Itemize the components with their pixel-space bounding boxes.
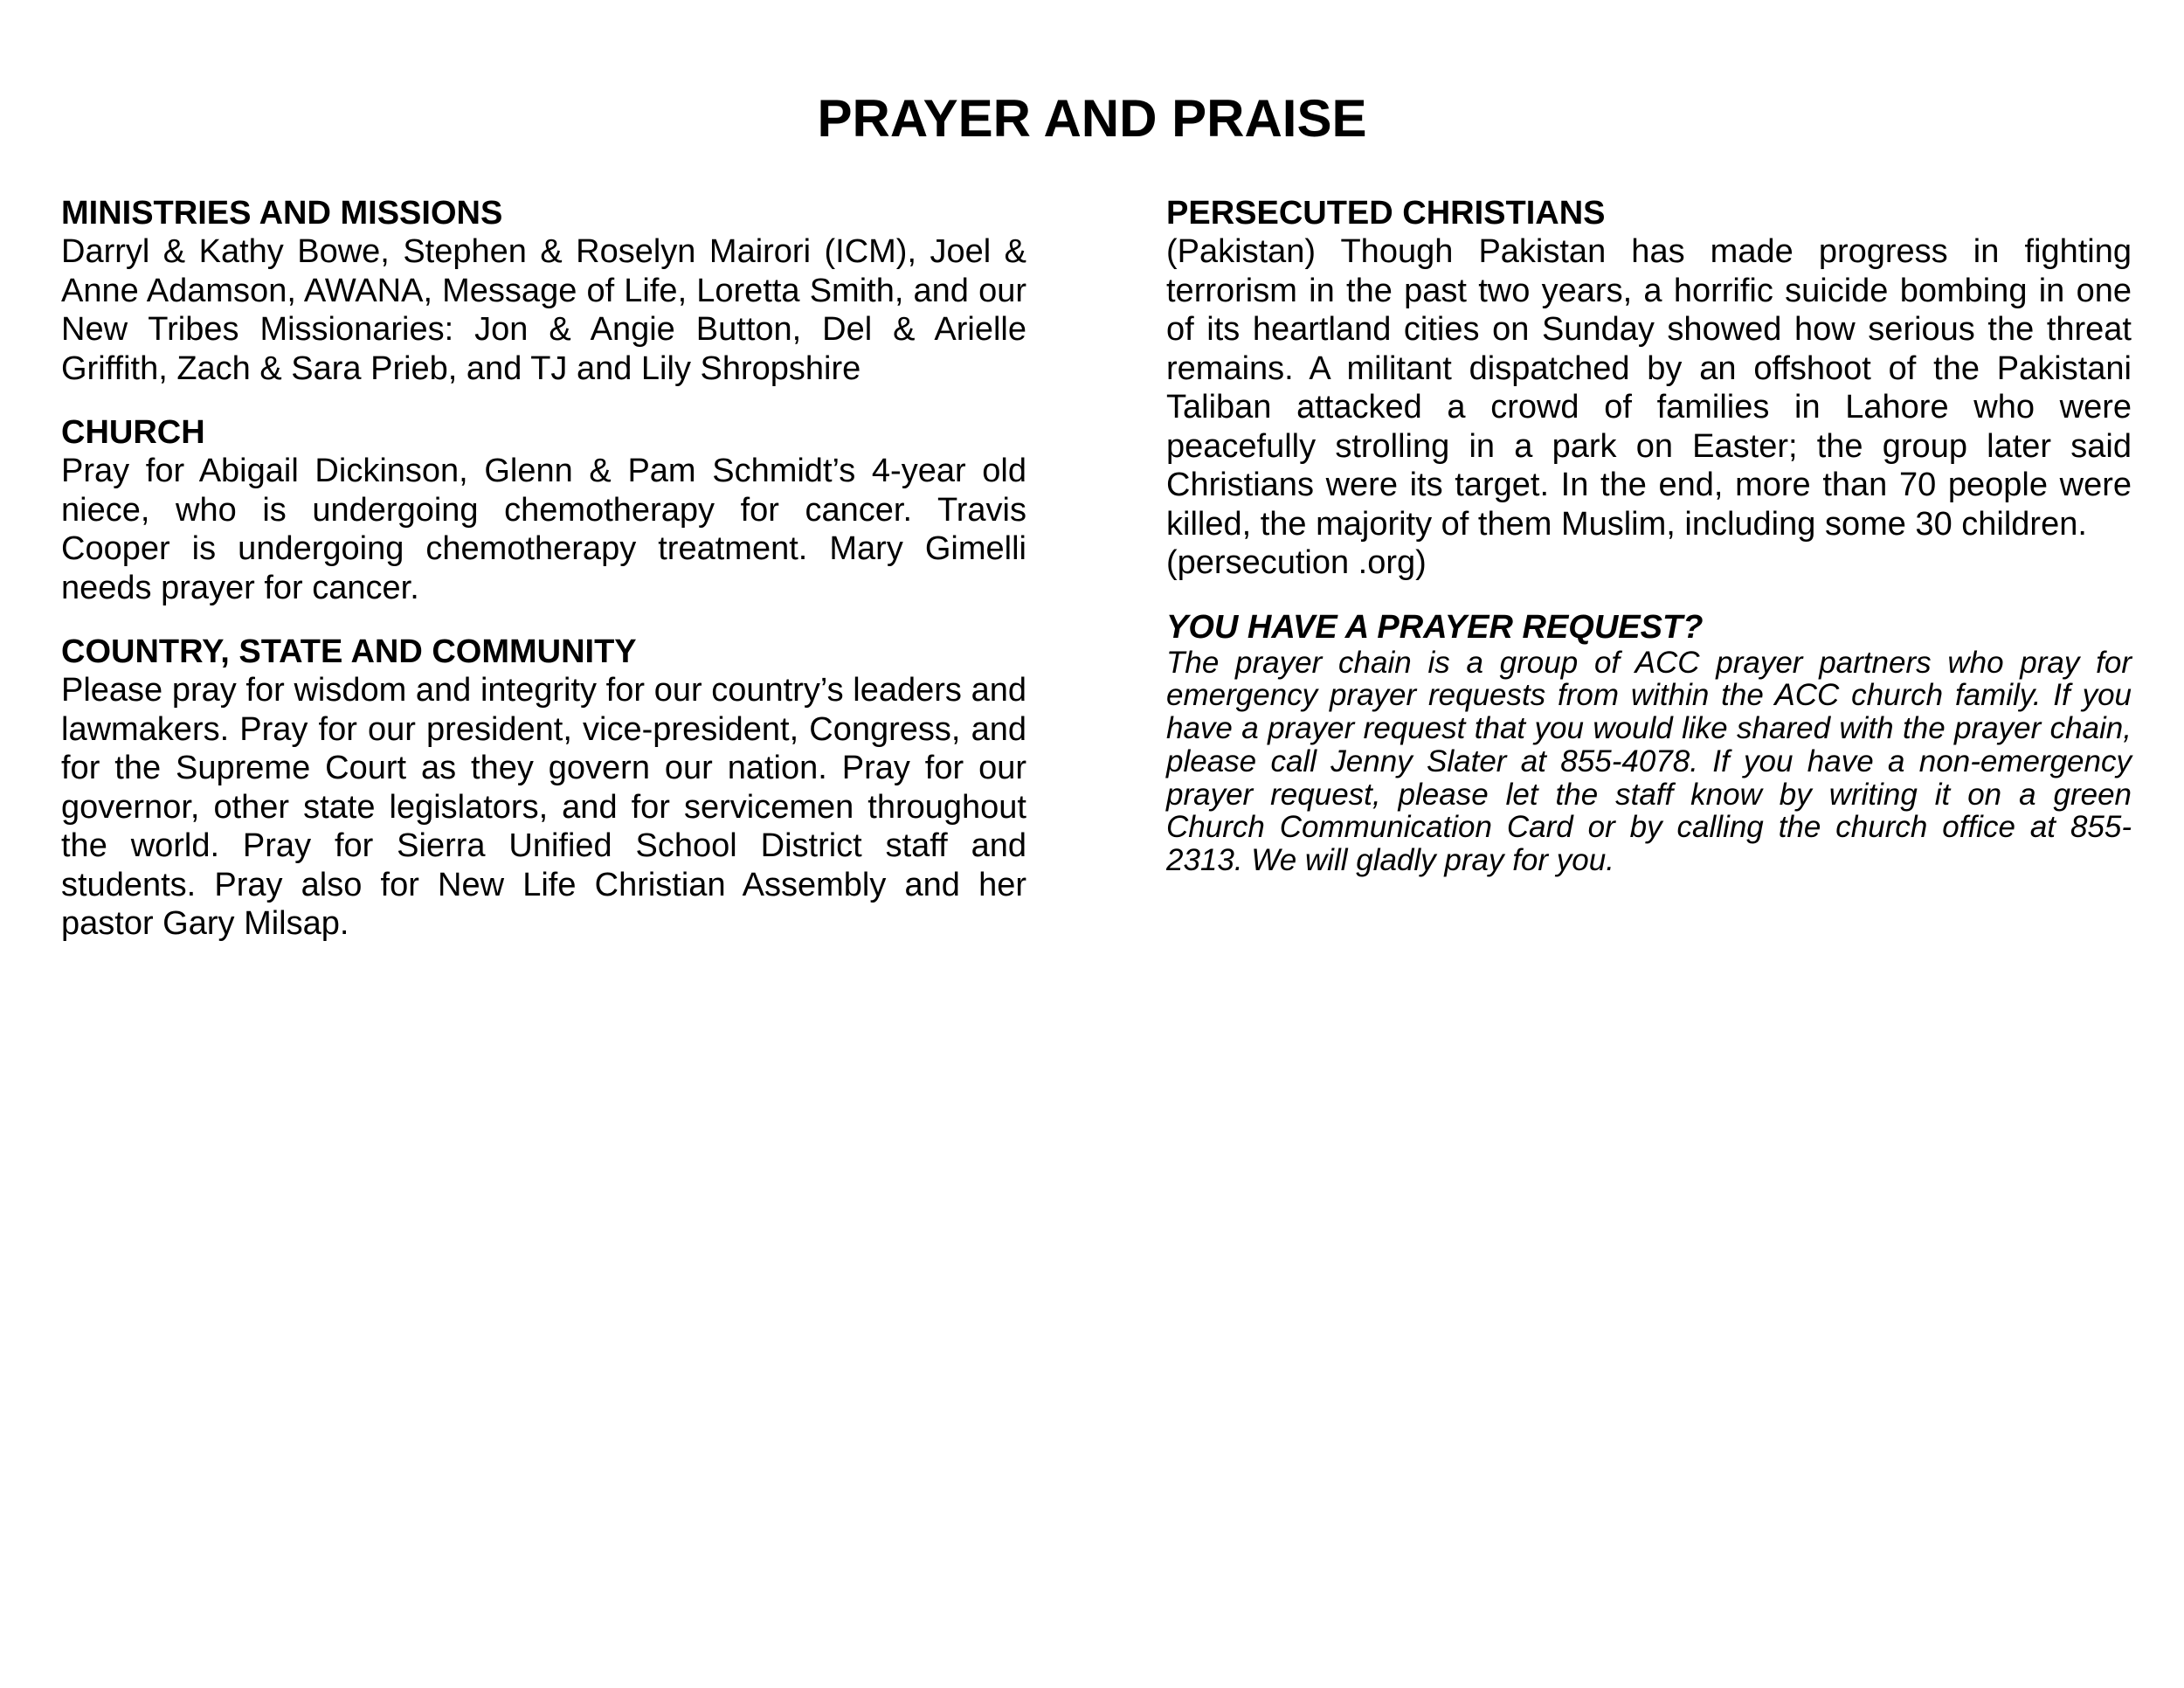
church-heading: CHURCH [61, 414, 205, 451]
persecuted-heading: PERSECUTED CHRISTIANS [1166, 195, 1606, 232]
church-section [61, 413, 1026, 607]
page-title: PRAYER AND PRAISE [817, 89, 1367, 148]
country-body: Please pray for wisdom and integrity for our country’s leaders and lawmakers. Pray for our president, vice-president, Congress, and for the Supreme Court as they govern our nation. Pray for our governor, other state legislators, and for servicemen throughout the world. Pray for Sierra Unified School District staff and students. Pray also for New Life Christian Assembly and her pastor Gary Milsap. [61, 672, 1026, 942]
prayer-request-body: The prayer chain is a group of ACC prayer partners who pray for emergency prayer requests from within the ACC church family. If you have a prayer request that you would like shared with the prayer chain, please call Jenny Slater at 855-4078. If you have a non-emergency prayer request, please let the staff know by writing it on a green Church Communication Card or by calling the church office at 855-2313. We will gladly pray for you. [1166, 645, 2132, 878]
ministries-section [61, 194, 1026, 388]
prayer-request-heading: YOU HAVE A PRAYER REQUEST? [1166, 608, 1704, 646]
ministries-heading: MINISTRIES AND MISSIONS [61, 195, 503, 232]
country-section [61, 633, 1026, 944]
persecuted-body: (Pakistan) Though Pakistan has made progress in fighting terrorism in the past two years, a horrific suicide bombing in one of its heartland cities on Sunday showed how serious the threat remains. A militant dispatched by an offshoot of the Pakistani Taliban attacked a crowd of families in Lahore who were peacefully strolling in a park on Easter; the group later said Christians were its target. In the end, more than 70 people were killed, the majority of them Muslim, including some 30 children. [1166, 233, 2132, 543]
persecuted-source: (persecution .org) [1166, 544, 1427, 581]
left-column [61, 194, 1026, 969]
right-column [1166, 194, 2132, 903]
country-heading: COUNTRY, STATE AND COMMUNITY [61, 633, 637, 670]
ministries-body: Darryl & Kathy Bowe, Stephen & Roselyn Mairori (ICM), Joel & Anne Adamson, AWANA, Message of Life, Loretta Smith, and our New Tribes Missionaries: Jon & Angie Button, Del & Arielle Griffith, Zach & Sara Prieb, and TJ and Lily Shropshire [61, 233, 1026, 387]
church-body: Pray for Abigail Dickinson, Glenn & Pam Schmidt’s 4-year old niece, who is undergoing chemotherapy for cancer. Travis Cooper is undergoing chemotherapy treatment. Mary Gimelli needs prayer for cancer. [61, 453, 1026, 606]
prayer-request-section [1166, 608, 2132, 878]
persecuted-section [1166, 194, 2132, 583]
